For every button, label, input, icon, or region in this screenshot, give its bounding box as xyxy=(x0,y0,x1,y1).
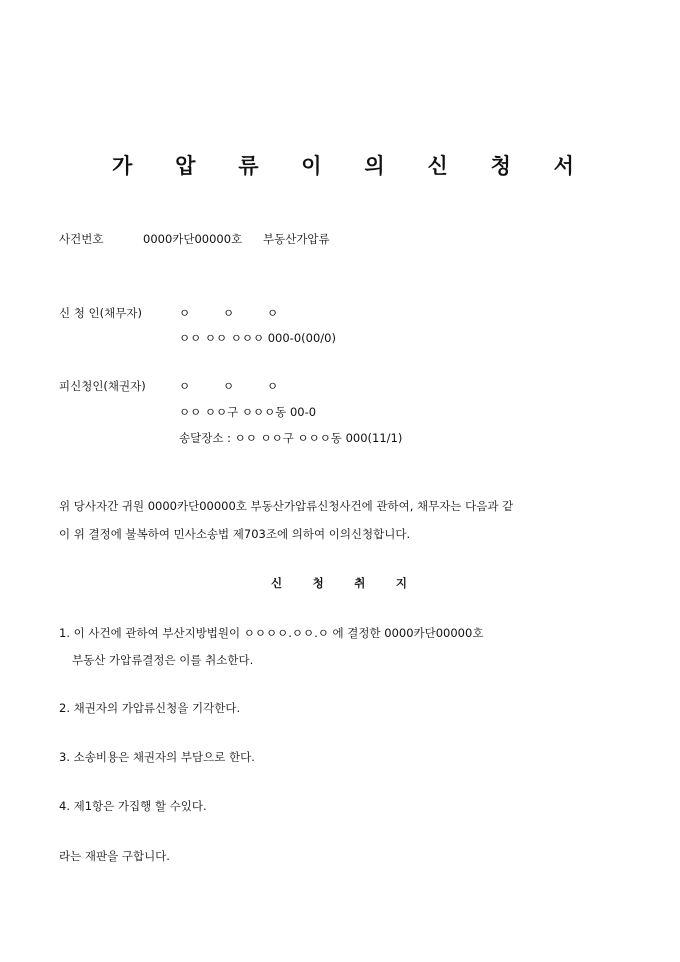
heading-char: 지 xyxy=(395,576,407,590)
case-info xyxy=(59,231,330,247)
name-mark: ㅇ xyxy=(267,306,279,320)
respondent-address: ㅇㅇ ㅇㅇ구 ㅇㅇㅇ동 00-0 xyxy=(179,405,317,419)
name-mark: ㅇ xyxy=(223,306,235,320)
title-char: 의 xyxy=(364,153,385,178)
claim-item-2: 2. 채권자의 가압류신청을 기각한다. xyxy=(59,701,241,715)
case-number: 0000카단00000호 xyxy=(143,232,243,246)
section-heading xyxy=(271,575,407,591)
case-type: 부동산가압류 xyxy=(263,232,330,246)
claim-item-4: 4. 제1항은 가집행 할 수있다. xyxy=(59,799,207,813)
respondent-delivery-address: 송달장소 : ㅇㅇ ㅇㅇ구 ㅇㅇㅇ동 000(11/1) xyxy=(179,431,403,445)
title-char: 이 xyxy=(301,153,322,178)
name-mark: ㅇ xyxy=(179,306,191,320)
applicant-name xyxy=(179,305,311,321)
case-number-label: 사건번호 xyxy=(59,232,104,246)
title-char: 서 xyxy=(553,153,574,178)
respondent-name xyxy=(179,378,311,394)
claim-item-1: 1. 이 사건에 관하여 부산지방법원이 ㅇㅇㅇㅇ.ㅇㅇ.ㅇ 에 결정한 0000카단00000호 xyxy=(59,626,484,640)
intro-paragraph-line-2: 이 위 결정에 불복하여 민사소송법 제703조에 의하여 이의신청합니다. xyxy=(59,527,411,541)
document-title xyxy=(112,150,574,180)
intro-paragraph-line-1: 위 당사자간 귀원 0000카단00000호 부동산가압류신청사건에 관하여, 채무자는 다음과 같 xyxy=(59,499,514,513)
heading-char: 신 xyxy=(271,576,283,590)
respondent-label: 피신청인(채권자) xyxy=(59,379,146,393)
heading-char: 청 xyxy=(312,576,324,590)
applicant-address: ㅇㅇ ㅇㅇ ㅇㅇㅇ 000-0(00/0) xyxy=(179,331,336,345)
title-char: 가 xyxy=(112,153,133,178)
title-char: 신 xyxy=(427,153,448,178)
claim-item-1-continued: 부동산 가압류결정은 이를 취소한다. xyxy=(72,653,254,667)
name-mark: ㅇ xyxy=(267,379,279,393)
title-char: 청 xyxy=(490,153,511,178)
title-char: 류 xyxy=(238,153,259,178)
name-mark: ㅇ xyxy=(223,379,235,393)
applicant-label: 신 청 인(채무자) xyxy=(59,306,142,320)
name-mark: ㅇ xyxy=(179,379,191,393)
claim-item-3: 3. 소송비용은 채권자의 부담으로 한다. xyxy=(59,750,255,764)
closing-statement: 라는 재판을 구합니다. xyxy=(59,849,170,863)
title-char: 압 xyxy=(175,153,196,178)
heading-char: 취 xyxy=(354,576,366,590)
